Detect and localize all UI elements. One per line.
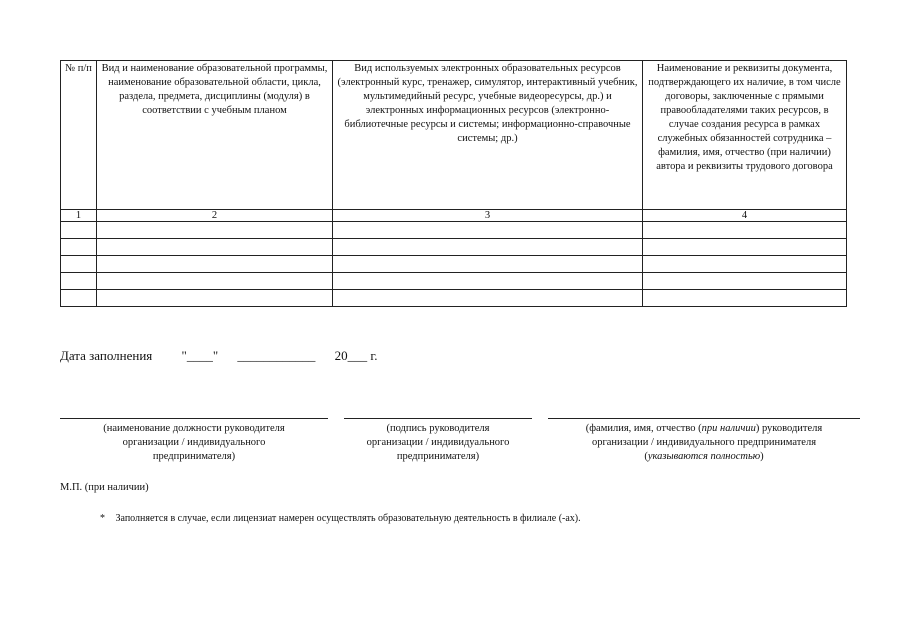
table-cell (333, 256, 643, 273)
caption-line: организации / индивидуального (122, 437, 266, 448)
caption-line: организации / индивидуального предпринимателя (591, 437, 817, 448)
table-cell (333, 290, 643, 307)
table-cell (643, 290, 847, 307)
table-cell (61, 273, 97, 290)
fill-date-year: 20___ г. (334, 348, 378, 363)
caption-text: (фамилия, имя, отчество ( (585, 423, 702, 434)
header-program: Вид и наименование образовательной программы, наименование образовательной области, цикла, раздела, предмета, дисциплины (модуля) в соответствии с учебным планом (97, 61, 333, 210)
table-cell (643, 273, 847, 290)
table-cell (643, 256, 847, 273)
fill-date (60, 348, 378, 364)
fill-date-month: ____________ (237, 348, 316, 363)
signature-line (344, 418, 532, 419)
table-cell (97, 222, 333, 239)
table-cell (61, 222, 97, 239)
resources-table (60, 60, 847, 307)
table-cell (61, 290, 97, 307)
caption-italic: указываются полностью (647, 451, 761, 462)
caption-text: ) руководителя (755, 423, 823, 434)
table-cell (643, 239, 847, 256)
table-cell (97, 273, 333, 290)
column-number: 1 (61, 210, 97, 222)
table-row (61, 239, 847, 256)
position-caption (60, 422, 328, 464)
column-number: 2 (97, 210, 333, 222)
header-document: Наименование и реквизиты документа, подтверждающего их наличие, в том числе договоры, заключенные с прямыми правообладателями таких ресурсов, в случае создания ресурса в рамках служебных обязанностей сотрудника – фамилия, имя, отчество (при наличии) автора и реквизиты трудового договора (643, 61, 847, 210)
table-cell (61, 239, 97, 256)
table-row (61, 273, 847, 290)
caption-line: предпринимателя) (396, 451, 480, 462)
header-resources: Вид используемых электронных образовательных ресурсов (электронный курс, тренажер, симулятор, интерактивный учебник, мультимедийный ресурс, учебные видеоресурсы, др.) и электронных информационных ресурсов (электронно-библиотечные ресурсы и системы; информационно-справочные системы; др.) (333, 61, 643, 210)
name-line (548, 418, 860, 419)
caption-line (548, 450, 860, 464)
caption-text: ) (760, 451, 764, 462)
table-cell (61, 256, 97, 273)
footnote-text: Заполняется в случае, если лицензиат намерен осуществлять образовательную деятельность в филиале (-ах). (115, 513, 581, 524)
signature-caption (332, 422, 544, 464)
footnote-marker: * (100, 513, 105, 524)
table-header-row (61, 61, 847, 210)
table-cell (333, 239, 643, 256)
caption-line: организации / индивидуального (366, 437, 510, 448)
name-caption (548, 422, 860, 464)
header-number: № п/п (61, 61, 97, 210)
table-row (61, 256, 847, 273)
table-row (61, 290, 847, 307)
fill-date-day: "____" (181, 348, 219, 363)
stamp-label: М.П. (при наличии) (60, 482, 149, 493)
table-cell (643, 222, 847, 239)
table-row (61, 222, 847, 239)
caption-text: ( (644, 451, 648, 462)
footnote (100, 513, 581, 524)
table-cell (97, 239, 333, 256)
column-number: 4 (643, 210, 847, 222)
table-cell (333, 273, 643, 290)
caption-line: (наименование должности руководителя (103, 423, 285, 434)
fill-date-label: Дата заполнения (60, 348, 153, 363)
column-number-row (61, 210, 847, 222)
caption-line: (подпись руководителя (386, 423, 490, 434)
table-cell (97, 290, 333, 307)
column-number: 3 (333, 210, 643, 222)
caption-line (548, 422, 860, 436)
table-cell (97, 256, 333, 273)
caption-italic: при наличии (701, 423, 756, 434)
caption-line: предпринимателя) (152, 451, 236, 462)
position-line (60, 418, 328, 419)
table-cell (333, 222, 643, 239)
